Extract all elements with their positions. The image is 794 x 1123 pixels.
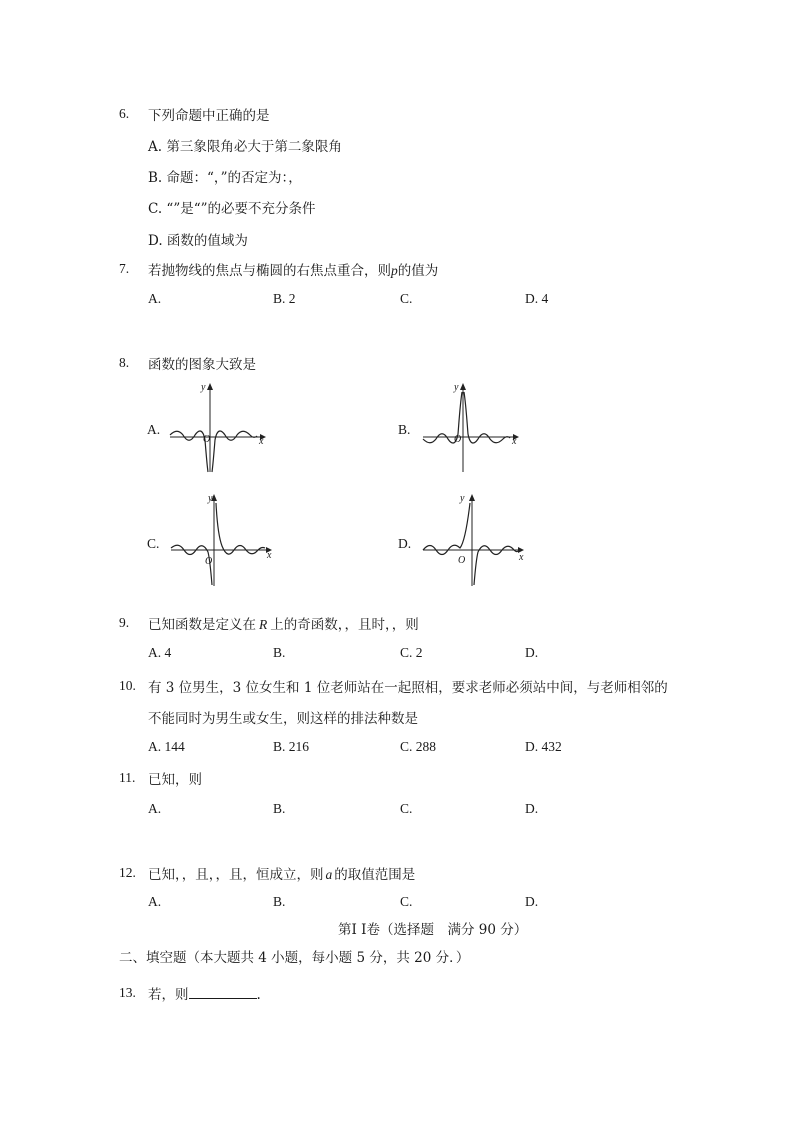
q9-number: 9. bbox=[119, 615, 130, 630]
q7-option-c: C. bbox=[400, 291, 413, 306]
q13-stem bbox=[148, 983, 261, 1003]
q8-b-y-label: y bbox=[454, 382, 459, 393]
q8-a-x-label: x bbox=[259, 436, 264, 447]
q9-stem-var: R bbox=[259, 617, 268, 632]
q6-number: 6. bbox=[119, 106, 130, 121]
q8-d-origin-label: O bbox=[458, 555, 466, 566]
q7-stem bbox=[148, 259, 438, 279]
q8-d-y-label: y bbox=[460, 493, 465, 504]
q9-stem bbox=[148, 613, 419, 633]
q7-stem-pre: 若抛物线的焦点与椭圆的右焦点重合，则 bbox=[148, 263, 391, 279]
q8-b-x-label: x bbox=[512, 436, 517, 447]
q11-option-c: C. bbox=[400, 801, 413, 816]
q11-option-a: A. bbox=[148, 801, 162, 816]
q6-option-b: B. 命题：“，”的否定为：， bbox=[148, 170, 302, 186]
q8-graph-d bbox=[420, 488, 535, 588]
q12-stem-post: 的取值范围是 bbox=[334, 867, 416, 883]
q12-option-a: A. bbox=[148, 894, 162, 909]
q10-number: 10. bbox=[119, 678, 136, 693]
q7-stem-var: p bbox=[391, 263, 398, 278]
q7-option-b: B. 2 bbox=[273, 291, 296, 306]
q10-option-c: C. 288 bbox=[400, 739, 437, 754]
q7-option-d: D. 4 bbox=[525, 291, 549, 306]
q8-option-b-label: B. bbox=[398, 422, 411, 437]
q10-stem-line2: 不能同时为男生或女生，则这样的排法种数是 bbox=[148, 711, 418, 727]
q13-answer-blank bbox=[189, 986, 257, 999]
q8-graph-a bbox=[165, 380, 275, 475]
q13-stem-text: 若，则 bbox=[148, 987, 189, 1003]
q7-option-a: A. bbox=[148, 291, 162, 306]
q8-number: 8. bbox=[119, 355, 130, 370]
q10-option-b: B. 216 bbox=[273, 739, 310, 754]
q11-option-b: B. bbox=[273, 801, 286, 816]
q8-a-origin-label: O bbox=[203, 434, 211, 445]
q12-option-d: D. bbox=[525, 894, 539, 909]
q10-option-d: D. 432 bbox=[525, 739, 562, 754]
q9-stem-post: 上的奇函数，，且时，，则 bbox=[270, 617, 419, 633]
q10-stem-line1: 有 3 位男生，3 位女生和 1 位老师站在一起照相，要求老师必须站中间，与老师相邻的 bbox=[148, 680, 668, 696]
q11-stem: 已知，则 bbox=[148, 772, 202, 788]
q9-option-b: B. bbox=[273, 645, 286, 660]
section-heading: 二、填空题（本大题共 4 小题，每小题 5 分，共 20 分．） bbox=[119, 950, 470, 966]
q8-c-x-label: x bbox=[267, 550, 272, 561]
q6-option-d: D. 函数的值域为 bbox=[148, 233, 248, 249]
q8-c-y-label: y bbox=[208, 493, 213, 504]
q9-option-d: D. bbox=[525, 645, 539, 660]
volume-title: 第Ⅰ Ⅰ卷（选择题 满分 90 分） bbox=[338, 922, 528, 938]
q9-option-c: C. 2 bbox=[400, 645, 423, 660]
q12-stem bbox=[148, 863, 415, 883]
q7-number: 7. bbox=[119, 261, 130, 276]
q7-stem-post: 的值为 bbox=[397, 263, 439, 279]
q12-option-b: B. bbox=[273, 894, 286, 909]
q8-option-c-label: C. bbox=[147, 536, 160, 551]
q9-option-a: A. 4 bbox=[148, 645, 172, 660]
q11-number: 11. bbox=[119, 770, 136, 785]
q6-stem: 下列命题中正确的是 bbox=[148, 108, 270, 124]
q6-option-a: A. 第三象限角必大于第二象限角 bbox=[148, 139, 342, 155]
q8-b-origin-label: O bbox=[454, 434, 462, 445]
q13-stem-end: . bbox=[256, 987, 261, 1003]
q12-option-c: C. bbox=[400, 894, 413, 909]
q8-graph-b bbox=[418, 380, 528, 475]
q8-c-origin-label: O bbox=[205, 556, 213, 567]
q8-a-y-label: y bbox=[201, 382, 206, 393]
q11-option-d: D. bbox=[525, 801, 539, 816]
q6-option-c: C. “”是“”的必要不充分条件 bbox=[148, 201, 316, 217]
q12-stem-var: a bbox=[325, 867, 333, 882]
q8-option-d-label: D. bbox=[398, 536, 412, 551]
q10-option-a: A. 144 bbox=[148, 739, 185, 754]
q12-number: 12. bbox=[119, 865, 136, 880]
q9-stem-pre: 已知函数是定义在 bbox=[148, 617, 256, 633]
q8-d-x-label: x bbox=[519, 552, 524, 563]
q8-graph-c bbox=[168, 488, 283, 588]
q13-number: 13. bbox=[119, 985, 136, 1000]
q8-stem: 函数的图象大致是 bbox=[148, 357, 256, 373]
q12-stem-pre: 已知，，且，，且，恒成立，则 bbox=[148, 867, 324, 883]
q8-option-a-label: A. bbox=[147, 422, 161, 437]
